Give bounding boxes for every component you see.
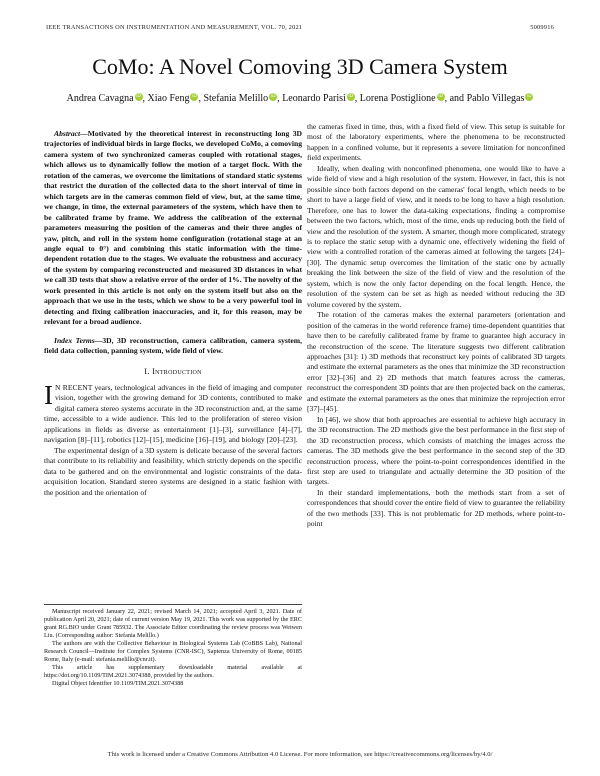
author-list [20,92,580,106]
footnote-manuscript: Manuscript received January 22, 2021; revised March 14, 2021; accepted April 3, 2021. Date of publication April 20, 2021; date of current version May 19, 2021. This work was supported by the ERC grant RG.BIO under Grant 785932. The Associate Editor coordinating the review process was Weiwen Liu. (Corresponding author: Stefania Melillo.) [44,608,302,639]
license-notice: This work is licensed under a Creative Commons Attribution 4.0 License. For more information, see https://creativecommons.org/licenses/by/4.0/ [107,751,493,758]
author-separator: , [277,93,283,104]
author-name: Leonardo Parisi [282,93,346,104]
abstract-text: Motivated by the theoretical interest in reconstructing long 3D trajectories of individual birds in large flocks, we developed CoMo, a comoving camera system of two synchronized cameras coupled with rotational stages, which allows us to dynamically follow the motion of a target flock. With the rotation of the cameras, we overcome the limitations of standard static systems that restrict the duration of the collected data to the short interval of time in which targets are in the cameras common field of view, but, at the same time, we change, in time, the external parameters of the system, which have then to be calibrated frame by frame. We address the calibration of the external parameters measuring the position of the cameras and their three angles of yaw, pitch, and roll in the system home configuration (rotational stage at an angle equal to 0°) and combining this static information with the time-dependent rotation due to the stages. We evaluate the robustness and accuracy of the system by comparing reconstructed and measured 3D distances in what we call 3D tests that show a relative error of the order of 1%. The novelty of the work presented in this article is not only on the system itself but also on the approach that we use in the tests, which we show to be a very powerful tool in detecting and fixing calibration inaccuracies, and it, for this reason, may be relevant for a broad audience. [44,129,302,327]
abstract-label: Abstract— [54,129,88,138]
section-numeral: I. [144,366,153,376]
author-name: Pablo Villegas [466,93,525,104]
author-name: Lorena Postiglione [359,93,436,104]
paper-title: CoMo: A Novel Comoving 3D Camera System [92,54,508,79]
drop-cap: I [44,379,53,410]
right-paragraph-3: The rotation of the cameras makes the external parameters (orientation and position of the cameras in the world reference frame) time-dependent quantities that have then to be carefully calibrated frame by frame to guarantee high accuracy in the reconstruction of the scene. The literature suggests two different calibration approaches [31]: 1) 3D methods that reconstruct key points of calibrated 3D targets and estimate the external parameters as the ones that minimize the 3D reconstruction error [32]–[36] and 2) 2D methods that match features across the cameras, reconstruct the correspondent 3D points that are then projected back on the cameras, and estimate the external parameters as the ones that minimize the reprojection error [37]–[45]. [307,310,565,414]
section-title: Introduction [152,366,202,376]
intro-paragraph-1 [44,379,302,446]
author-separator: , [198,93,204,104]
orcid-icon[interactable]: iD [438,94,443,99]
right-paragraph-2: Ideally, when dealing with nonconfined phenomena, one would like to have a wide field of view and a high resolution of the system. However, in fact, this is not possible since both factors depend on the cameras' focal length, which needs to be short to have a large field of view, and it needs to be long to have a high resolution. Therefore, one has to lower the data-taking expectations, finding a compromise between the two factors, which, most of the time, ends up reducing both the field of view and the resolution of the system. A smarter, though more complicated, strategy is to replace the static setup with a dynamic one, effectively widening the field of view with a controlled rotation of the cameras aimed at following the targets [24]–[30]. The dynamic setup overcomes the limitation of the static one by actually breaking the link between the size of the field of view and the resolution of the system, which is now the only factor depending on the focal length. Hence, the resolution of the system can be set as high as needed without reducing the 3D volume covered by the system. [307,163,565,309]
author-separator: , [142,93,148,104]
right-paragraph-1: the cameras fixed in time, thus, with a fixed field of view. This setup is suitable for most of the laboratory experiments, where the phenomena to be reconstructed happen in a confined volume, but it represents a severe limitation for nonconfined field experiments. [307,122,565,163]
author-name: Stefania Melillo [203,93,269,104]
index-terms [44,336,302,357]
orcid-icon[interactable]: iD [270,94,276,99]
author-separator: , [354,93,360,104]
index-terms-label: Index Terms— [54,335,103,345]
author-name: Xiao Feng [147,93,190,104]
author-name: Andrea Cavagna [66,93,134,104]
orcid-icon[interactable]: iD [348,94,354,99]
intro-paragraph-1-text: N RECENT years, technological advances in the field of imaging and computer vision, together with the growing demand for 3D contents, contributed to make digital camera stereo systems accurate in the 3D reconstruction and, at the same time, accessible to a wide audience. This led to the proliferation of stereo vision applications in fields as diverse as entertainment [1]–[3], surveillance [4]–[7], navigation [8]–[11], robotics [12]–[15], medicine [16]–[19], and biology [20]–[23]. [44,382,302,445]
orcid-icon[interactable]: iD [527,94,532,99]
section-heading-introduction [44,367,302,377]
page-id: 5009916 [530,24,554,31]
footnote-affiliation: The authors are with the Collective Behaviour in Biological Systems Lab (CoBBS Lab), National Research Council—Institute for Complex Systems (CNR-ISC), Sapienza University of Rome, 00185 Rome, Italy (e-mail: stefania.melillo@cnr.it). [44,640,302,663]
footnotes [44,604,302,688]
intro-paragraph-2: The experimental design of a 3D system is delicate because of the several factors that contribute to its reliability and feasibility, which strictly depends on the specific data to be gathered and on the environmental and logistic constraints of the data-acquisition location. Standard stereo systems are designed in a static fashion with the position and the orientation of [44,445,302,497]
right-column [307,122,565,530]
right-paragraph-5: In their standard implementations, both the methods start from a set of correspondences that should cover the entire field of view to guarantee the reliability of the two methods [33]. This is not problematic for 2D methods, where point-to-point [307,487,565,529]
left-column [44,129,302,498]
right-paragraph-4: In [46], we show that both approaches are essential to achieve high accuracy in the 3D reconstruction. The 2D methods give the best performance in the first step of the 3D reconstruction process, which consists of matching the images across the cameras. The 3D methods give the best performance in the second step of the 3D reconstruction process, where the point-to-point correspondences identified in the first step are used to triangulate and actually determine the 3D position of the targets. [307,414,565,487]
author-separator: , and [444,93,467,104]
running-head [46,24,554,31]
orcid-icon[interactable]: iD [192,94,197,99]
index-terms-text: 3D, 3D reconstruction, camera calibration, camera system, field data collection, panning system, wide field of view. [44,335,302,356]
journal-name: IEEE TRANSACTIONS ON INSTRUMENTATION AND MEASUREMENT, VOL. 70, 2021 [46,24,303,31]
orcid-icon[interactable]: iD [136,94,141,99]
footnote-supplementary: This article has supplementary downloadable material available at https://doi.org/10.1109/TIM.2021.3074388, provided by the authors. [44,664,302,679]
abstract [44,129,302,328]
footnote-doi: Digital Object Identifier 10.1109/TIM.2021.3074388 [52,680,184,687]
